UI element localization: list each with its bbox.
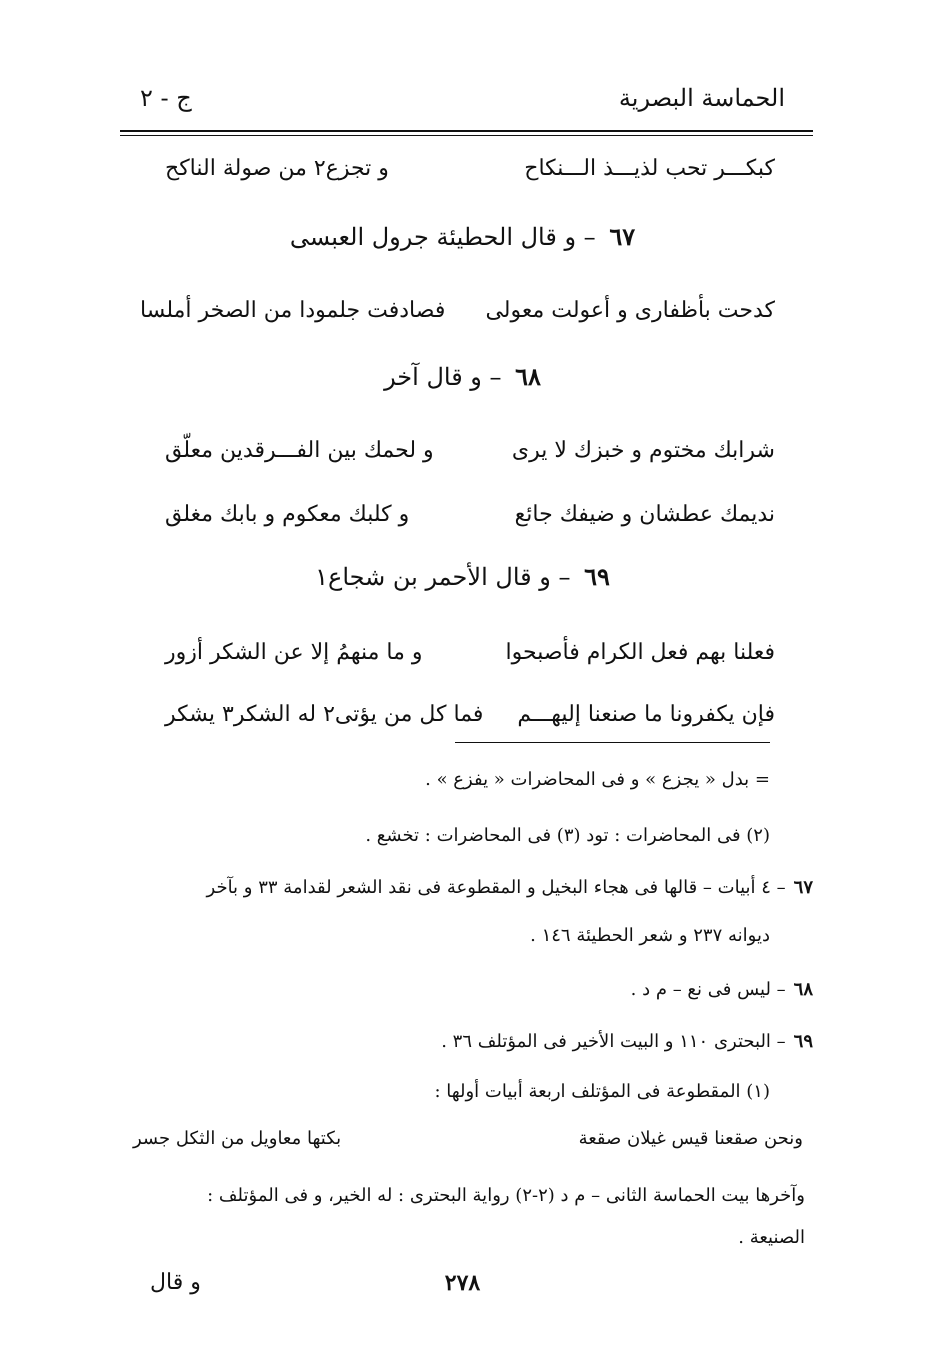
verse-second-hemistich: و تجزع٢ من صولة الناكح	[165, 155, 389, 181]
verse-first-hemistich: نديمك عطشان و ضيفك جائع	[514, 501, 775, 527]
poem-attribution: – و قال الحطيئة جرول العبسى	[289, 223, 596, 251]
footnote-continuation: = بدل « يجزع » و فى المحاضرات « يفزع » .	[425, 768, 770, 790]
verse-line	[165, 632, 775, 672]
footnote-1: (١) المقطوعة فى المؤتلف اربعة أبيات أولها :	[434, 1080, 770, 1102]
poem-number: ٦٩	[584, 562, 610, 591]
header-rule-thin	[120, 135, 813, 136]
footnote-69: ٦٩ – البحترى ١١٠ و البيت الأخير فى المؤتلف ٣٦ .	[441, 1030, 813, 1052]
verse-first-hemistich: فإن يكفرونا ما صنعنا إليهـــم	[517, 701, 775, 727]
footnote-67-cont: ديوانه ٢٣٧ و شعر الحطيئة ١٤٦ .	[530, 924, 770, 946]
poem-number: ٦٨	[515, 362, 541, 391]
verse-second-hemistich: و ما منهمُ إلا عن الشكر أزور	[165, 639, 423, 665]
running-head	[140, 78, 785, 118]
footnote-rule	[455, 742, 770, 743]
volume-number: ج - ٢	[140, 84, 192, 112]
verse-second-hemistich: و لحمك بين الفـــرقدين معلّق	[165, 437, 434, 463]
poem-attribution: – و قال آخر	[384, 363, 502, 391]
verse-second-hemistich: فصادفت جلمودا من الصخر أملسا	[140, 297, 446, 323]
poem-heading-67	[0, 222, 925, 262]
verse-line	[165, 430, 775, 470]
footnote-2-3: (٢) فى المحاضرات : تود (٣) فى المحاضرات : تخشع .	[365, 824, 770, 846]
verse-line	[165, 494, 775, 534]
footnote-last: وآخرها بيت الحماسة الثانى – م د (٢-٢) رواية البحترى : له الخير، و فى المؤتلف :	[207, 1184, 805, 1206]
footnote-68: ٦٨ – ليس فى نع – م د .	[630, 978, 813, 1000]
verse-line	[140, 290, 775, 330]
page-footer	[150, 1270, 775, 1306]
verse-first-hemistich: فعلنا بهم فعل الكرام فأصبحوا	[505, 639, 775, 665]
footnote-last-cont: الصنيعة .	[738, 1226, 805, 1248]
verse-first-hemistich: كبكـــر تحب لذيـــذ الـــنكاح	[524, 155, 775, 181]
poem-attribution: – و قال الأحمر بن شجاع١	[315, 563, 571, 591]
page-number: ٢٧٨	[444, 1270, 481, 1296]
book-title: الحماسة البصرية	[618, 84, 785, 112]
verse-line	[165, 148, 775, 188]
verse-line	[165, 694, 775, 734]
verse-first-hemistich: كدحت بأظفارى و أعولت معولى	[485, 297, 775, 323]
verse-first-hemistich: شرابك مختوم و خبزك لا يرى	[511, 437, 775, 463]
verse-second-hemistich: فما كل من يؤتى٢ له الشكر٣ يشكر	[165, 701, 484, 727]
catchword: و قال	[150, 1270, 201, 1295]
verse-first-hemistich: ونحن صقعنا قيس غيلان صقعة	[578, 1128, 803, 1149]
verse-second-hemistich: بكتها معاويل من الثكل جسر	[133, 1128, 342, 1149]
poem-heading-68	[0, 362, 925, 402]
header-rule	[120, 130, 813, 132]
verse-second-hemistich: و كلبك معكوم و بابك مغلق	[165, 501, 410, 527]
poem-number: ٦٧	[609, 222, 636, 251]
poem-heading-69	[0, 562, 925, 602]
footnote-67: ٦٧ – ٤ أبيات – قالها فى هجاء البخيل و المقطوعة فى نقد الشعر لقدامة ٣٣ و بآخر	[206, 876, 813, 898]
quoted-verse	[133, 1128, 803, 1158]
